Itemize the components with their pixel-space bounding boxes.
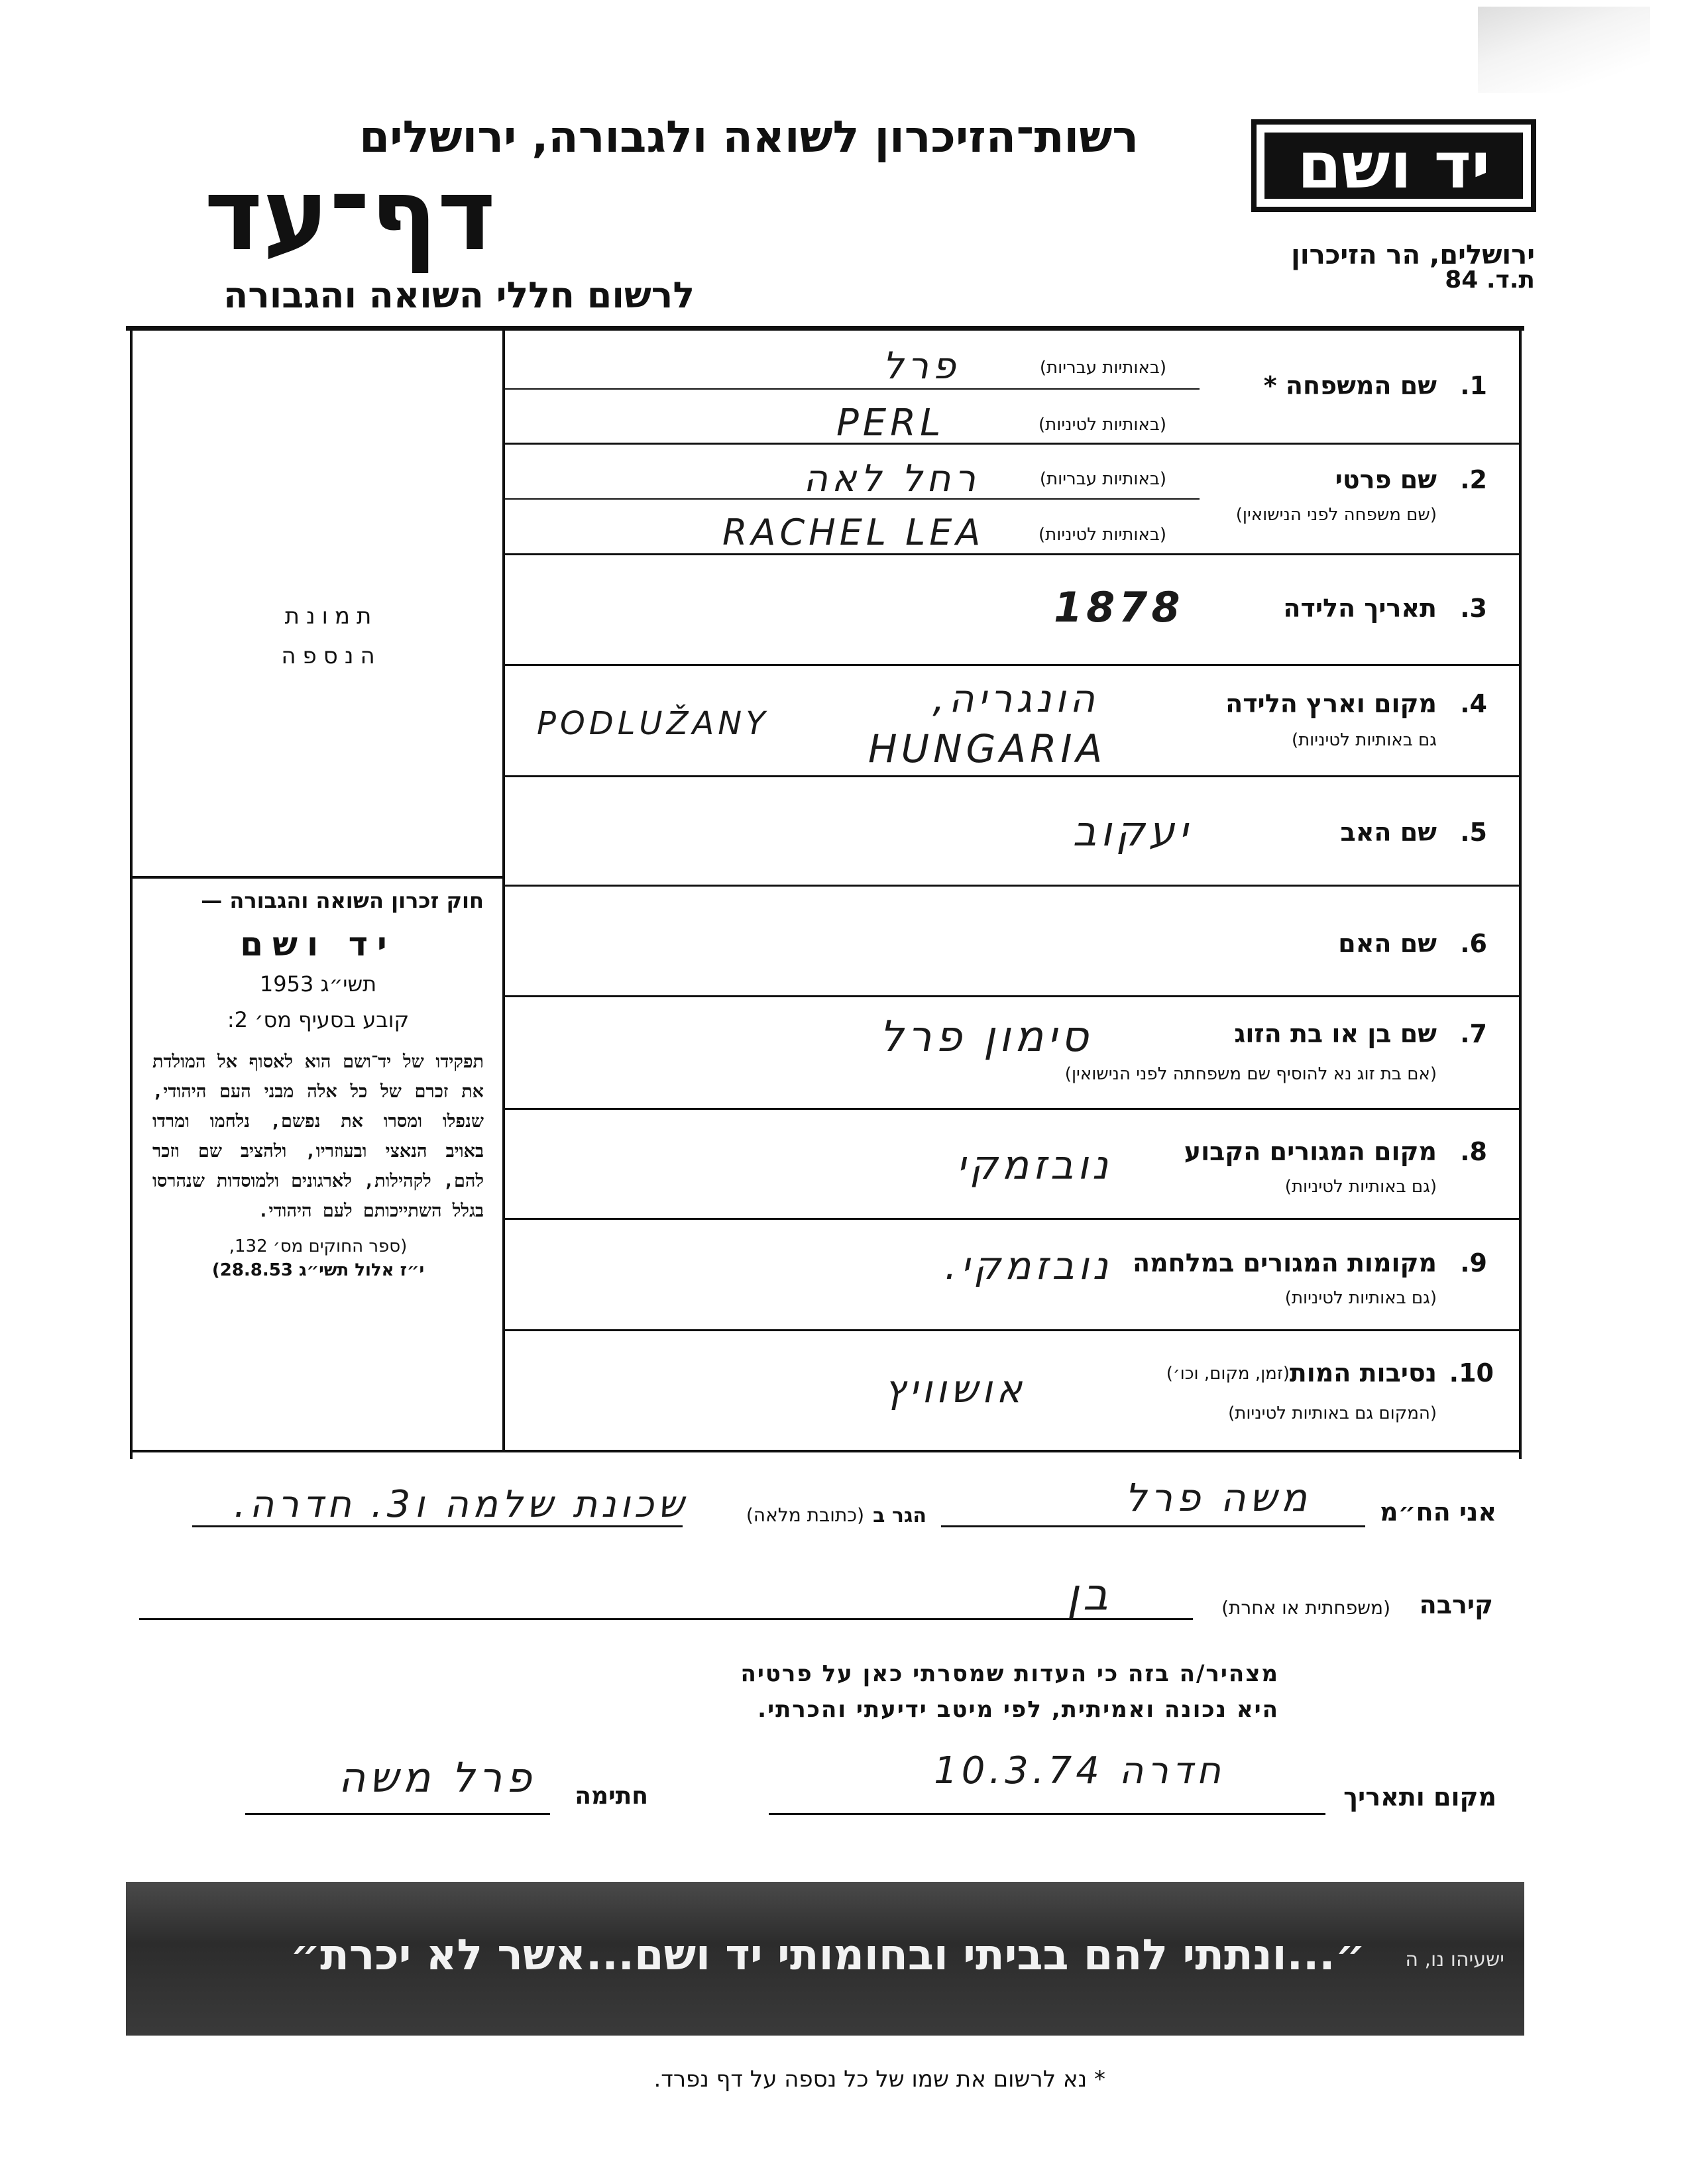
photo-label-2: הנספה (281, 643, 382, 669)
row-divider (504, 885, 1519, 887)
field-1-value-heb: פרל (882, 345, 960, 388)
form-subtitle: לרשום חללי השואה והגבורה (223, 274, 695, 316)
quote-banner (126, 1882, 1524, 2036)
field-6-number: 6. (1460, 929, 1487, 958)
field-4-value-lat: HUNGARIA (868, 726, 1107, 771)
signature-line (245, 1813, 550, 1815)
photo-label-1: תמונת (284, 603, 378, 629)
field-10-number: 10. (1449, 1358, 1494, 1388)
field-7-value: סימון פרל (879, 1012, 1092, 1062)
row-divider (504, 1329, 1519, 1331)
field-8-number: 8. (1460, 1137, 1487, 1166)
field-1-sub-heb: (באותיות עבריות) (1039, 358, 1166, 378)
field-10-hint: (המקום גם באותיות לטיניות) (1228, 1403, 1437, 1423)
field-9-hint: (גם באותיות לטיניות) (1284, 1288, 1437, 1308)
authority-title: רשות־הזיכרון לשואה ולגבורה, ירושלים (359, 111, 1139, 162)
field-2-sub-heb: (באותיות עבריות) (1039, 469, 1166, 489)
banner-quote: ״...ונתתי להם בביתי ובחומותי יד ושם...אשר לא יכרת״ (290, 1931, 1365, 1980)
field-1-label: שם המשפחה * (1263, 371, 1437, 400)
field-10-label-hint: (זמן, מקום, וכו׳) (1166, 1364, 1290, 1384)
field-3-label: תאריך הלידה (1283, 594, 1437, 623)
footnote: * נא לרשום את שמו של כל נספה על דף נפרד. (653, 2066, 1105, 2093)
field-1-sub-lat: (באותיות לטיניות) (1038, 415, 1166, 435)
place-date-line (769, 1813, 1325, 1815)
declaration-address-hint: (כתובת מלאה) (746, 1504, 864, 1526)
field-3-value: 1878 (1054, 583, 1184, 631)
place-date-label: מקום ותאריך (1343, 1782, 1496, 1812)
logo-address-2: ת.ד. 84 (1445, 266, 1535, 294)
field-4-number: 4. (1460, 689, 1487, 718)
row-divider (504, 995, 1519, 997)
field-2-number: 2. (1460, 465, 1487, 494)
law-box (152, 888, 484, 1280)
row-divider (504, 775, 1519, 777)
frame-left (130, 326, 133, 1459)
field-5-label: שם האב (1340, 818, 1437, 847)
declaration-relation-hint: (משפחתית או אחרת) (1221, 1597, 1390, 1619)
field-1-sub-line (504, 388, 1200, 390)
field-7-hint: (אם בת זוג נא להוסיף שם משפחתה לפני הנישואין) (1064, 1064, 1437, 1084)
row-divider (504, 443, 1519, 445)
photo-box-divider (130, 876, 504, 879)
declaration-relation-label: קירבה (1419, 1590, 1493, 1619)
declaration-i-label: אני הח״מ (1380, 1498, 1496, 1527)
declaration-resides-label: הגר ב (873, 1504, 926, 1527)
field-7-label: שם בן או בת הזוג (1234, 1019, 1437, 1048)
field-1-value-lat: PERL (836, 402, 945, 445)
declaration-relation-line (139, 1618, 1193, 1620)
declaration-relation-value: בן (1066, 1569, 1112, 1620)
field-2-sub-lat: (באותיות לטיניות) (1038, 525, 1166, 545)
field-2-label: שם פרטי (1335, 465, 1437, 494)
field-2-value-heb: רחל לאה (803, 457, 980, 500)
field-9-number: 9. (1460, 1248, 1487, 1278)
declaration-i-value: משה פרל (1125, 1475, 1311, 1520)
field-7-number: 7. (1460, 1019, 1487, 1048)
row-divider (504, 1218, 1519, 1220)
form-bottom-divider (130, 1450, 1522, 1452)
law-body: תפקידו של יד־ושם הוא לאסוף אל המולדת את זכרם של כל אלה מבני העם היהודי, שנפלו ומסרו את נפשם, נלחמו ומרדו באויב הנאצי ובעוזריו, ולהציב שם וזכר להם, לקהילות, לארגונים ולמוסדות שנהרסו בגלל השתייכותם לעם היהודי. (152, 1052, 484, 1221)
scan-smudge (1478, 7, 1650, 93)
field-10-value: אושוויץ (884, 1366, 1026, 1411)
law-year: תשי״ג 1953 (259, 971, 377, 997)
signature-value: פרל משה (338, 1753, 535, 1802)
field-8-value: נובזמקי (956, 1142, 1112, 1189)
law-name: יד ושם (240, 925, 396, 963)
field-4-label: מקום וארץ הלידה (1225, 689, 1437, 718)
law-ref-1: (ספר החוקים מס׳ 132, (229, 1236, 408, 1256)
row-divider (504, 664, 1519, 666)
field-9-value: נובזמקי. (944, 1243, 1112, 1288)
field-1-number: 1. (1460, 371, 1487, 400)
law-ref-2: י״ז אלול תשי״ג 28.8.53) (211, 1260, 425, 1280)
place-date-value: חדרה 10.3.74 (934, 1749, 1225, 1792)
declaration-address-value: שכונת שלמה ו3. חדרה. (233, 1483, 688, 1526)
field-8-label: מקום המגורים הקבוע (1184, 1137, 1437, 1166)
field-6-label: שם האם (1338, 929, 1437, 958)
logo-address-1: ירושלים, הר הזיכרון (1291, 240, 1535, 270)
banner-source: ישעיהו נו, ה (1405, 1948, 1504, 1971)
yad-vashem-logo (1251, 119, 1536, 212)
frame-right (1519, 326, 1522, 1459)
signature-label: חתימה (575, 1782, 648, 1810)
declaration-statement-1: מצהיר/ה בזה כי העדות שמסרתי כאן על פרטיה (740, 1661, 1279, 1687)
law-title: חוק זכרון השואה והגבורה — (201, 888, 484, 913)
form-title: דף־עד (204, 158, 496, 273)
field-5-number: 5. (1460, 818, 1487, 847)
law-section: קובע בסעיף מס׳ 2: (227, 1007, 410, 1032)
field-5-value: יעקוב (1072, 807, 1192, 855)
field-10-label: נסיבות המות (1289, 1358, 1437, 1388)
frame-top (126, 326, 1524, 331)
declaration-statement-2: היא נכונה ואמיתית, לפי מיטב ידיעתי והכרתי. (757, 1696, 1279, 1723)
field-3-number: 3. (1460, 594, 1487, 623)
row-divider (504, 553, 1519, 555)
field-9-label: מקומות המגורים במלחמה (1132, 1248, 1437, 1278)
field-4-value-heb: הונגריה, (932, 676, 1099, 721)
field-8-hint: (גם באותיות לטיניות) (1284, 1177, 1437, 1197)
declaration-i-line (941, 1525, 1365, 1527)
row-divider (504, 1108, 1519, 1110)
logo-text: יד ושם (1297, 129, 1490, 203)
field-2-hint: (שם משפחה לפני הנישואין) (1235, 505, 1437, 525)
field-4-value-place: PODLUŽANY (537, 705, 769, 742)
field-2-value-lat: RACHEL LEA (722, 512, 985, 553)
field-4-hint: גם באותיות לטיניות) (1291, 730, 1437, 750)
